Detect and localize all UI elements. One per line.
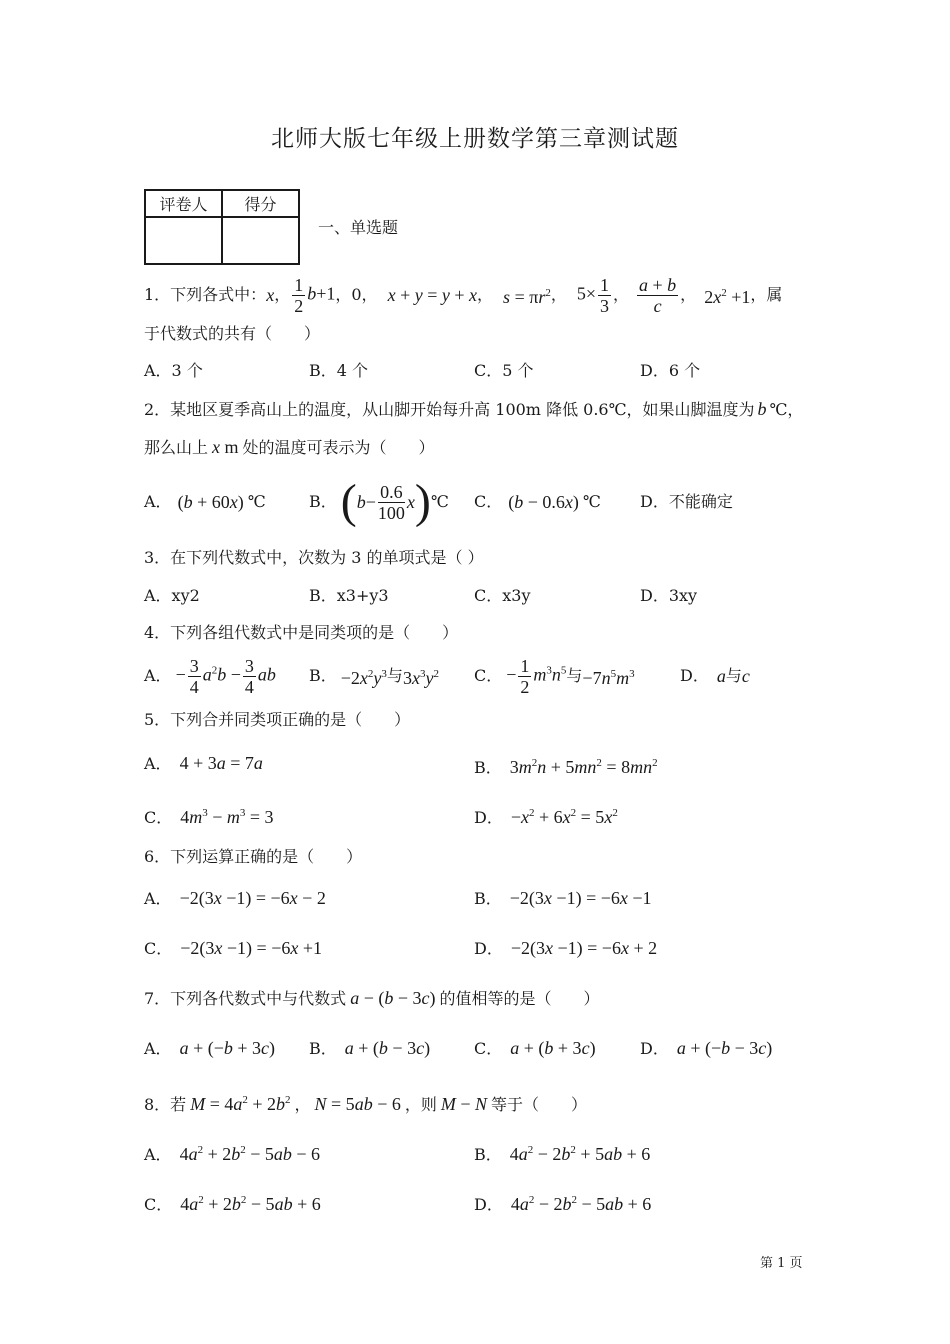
question-2-option-c[interactable]: C． (b − 0.6x) ℃: [474, 492, 601, 512]
question-7-option-c[interactable]: C． a + (b + 3c): [474, 1038, 596, 1058]
question-4-option-a[interactable]: A． − $\frac{3}{4}$ $a^2b$ − $\frac{3}{4}$ ab: [144, 655, 276, 697]
q1-expr-x: x: [266, 285, 275, 305]
question-2-option-a[interactable]: A． (b + 60x) ℃: [144, 492, 266, 512]
score-table: [144, 189, 300, 265]
question-5-option-c[interactable]: C． $4m^3 - m^3 = 3$: [144, 807, 274, 827]
question-5-option-a[interactable]: A． 4 + 3a = 7a: [144, 753, 263, 773]
q1-expr-zero: 0，: [351, 285, 378, 304]
question-3-option-d[interactable]: D．3xy: [640, 586, 698, 605]
question-2-option-b[interactable]: B． ( b − $\frac{0.6}{100}$ x ) ℃: [309, 475, 449, 528]
q1-expr-circle-area: $s = \pi r^2$: [503, 287, 551, 307]
q1-expr-five-times-third: 5× $\frac{1}{3}$: [576, 274, 609, 316]
question-2-option-d[interactable]: D．不能确定: [640, 492, 733, 511]
question-6-option-a[interactable]: A． −2(3x −1) = −6x − 2: [144, 888, 326, 908]
question-8-option-a[interactable]: A． $4a^2 + 2b^2 - 5ab - 6$: [144, 1144, 321, 1164]
question-2-line-2: 那么山上 x m 处的温度可表示为（ ）: [144, 437, 435, 457]
q1-expr-2x2-plus-1: $2x^2 +1$: [704, 287, 751, 307]
question-1-option-b[interactable]: B．4 个: [309, 361, 369, 380]
question-6-option-c[interactable]: C． −2(3x −1) = −6x +1: [144, 938, 323, 958]
question-8-option-d[interactable]: D． $4a^2 - 2b^2 - 5ab + 6$: [474, 1194, 652, 1214]
question-1-stem: 1．下列各式中：: [144, 285, 267, 304]
question-6-option-d[interactable]: D． −2(3x −1) = −6x + 2: [474, 938, 658, 958]
page-title: 北师大版七年级上册数学第三章测试题: [271, 126, 679, 152]
question-3-stem: 3．在下列代数式中，次数为 3 的单项式是（ ）: [144, 548, 484, 567]
page-number: 第 1 页: [760, 1256, 803, 1271]
question-1-option-a[interactable]: A．3 个: [144, 361, 203, 380]
question-5-option-d[interactable]: D． $-x^2 + 6x^2 = 5x^2$: [474, 807, 618, 827]
question-1-option-d[interactable]: D．6 个: [640, 361, 701, 380]
q1-expr-commutative: x + y = y + x: [387, 285, 478, 305]
q1-expr-a-plus-b-over-c: $\frac{a + b}{c}$: [639, 274, 677, 316]
question-7-option-b[interactable]: B． a + (b − 3c): [309, 1038, 431, 1058]
question-4-stem: 4．下列各组代数式中是同类项的是（ ）: [144, 623, 459, 642]
question-7-option-a[interactable]: A． a + (−b + 3c): [144, 1038, 276, 1058]
score-table-grader-cell[interactable]: [145, 217, 222, 264]
question-2-line-1: 2．某地区夏季高山上的温度，从山脚开始每升高 100m 降低 0.6℃，如果山脚温度为 b ℃，: [144, 399, 804, 419]
question-3-option-a[interactable]: A．xy2: [144, 586, 200, 605]
score-table-score-header: 得分: [222, 190, 299, 217]
question-4-option-c[interactable]: C． − $\frac{1}{2}$ $m^3n^5$ 与 $-7n^5m^3$: [474, 655, 635, 697]
question-1-line-2: 于代数式的共有（ ）: [144, 324, 321, 343]
question-3-option-c[interactable]: C．x3y: [474, 586, 531, 605]
question-6-stem: 6．下列运算正确的是（ ）: [144, 847, 363, 866]
section-heading: 一、单选题: [318, 218, 399, 237]
question-7-option-d[interactable]: D． a + (−b − 3c): [640, 1038, 773, 1058]
question-8-stem: 8．若 $M = 4a^2 + 2b^2$ ， N = 5ab − 6 ，则 M − N 等于（ ）: [144, 1094, 588, 1114]
question-8-option-c[interactable]: C． $4a^2 + 2b^2 - 5ab + 6$: [144, 1194, 321, 1214]
question-1-line-1: 1．下列各式中： x ， $\frac{1}{2}$ b+1 ， 0， x + y = y + x ， $s = \pi r^2$ ， 5× $\frac{1}{3}$ ， $\frac{a + b}{c}$ ， $2x^2 +1$ ，属: [144, 274, 783, 316]
question-6-option-b[interactable]: B． −2(3x −1) = −6x −1: [474, 888, 652, 908]
question-4-option-d[interactable]: D． a 与 c: [680, 666, 750, 686]
question-7-stem: 7．下列各代数式中与代数式 a − (b − 3c) 的值相等的是（ ）: [144, 988, 600, 1008]
score-table-grader-header: 评卷人: [145, 190, 222, 217]
question-5-option-b[interactable]: B． $3m^2n + 5mn^2 = 8mn^2$: [474, 757, 658, 777]
question-5-stem: 5．下列合并同类项正确的是（ ）: [144, 710, 411, 729]
question-8-option-b[interactable]: B． $4a^2 - 2b^2 + 5ab + 6$: [474, 1144, 651, 1164]
question-3-option-b[interactable]: B．x3+y3: [309, 586, 389, 605]
score-table-score-cell[interactable]: [222, 217, 299, 264]
question-1-option-c[interactable]: C．5 个: [474, 361, 534, 380]
question-4-option-b[interactable]: B． $-2x^2y^3$ 与 $3x^3y^2$: [309, 666, 439, 688]
q1-expr-half-b-plus-1: $\frac{1}{2}$ b+1: [294, 274, 336, 316]
